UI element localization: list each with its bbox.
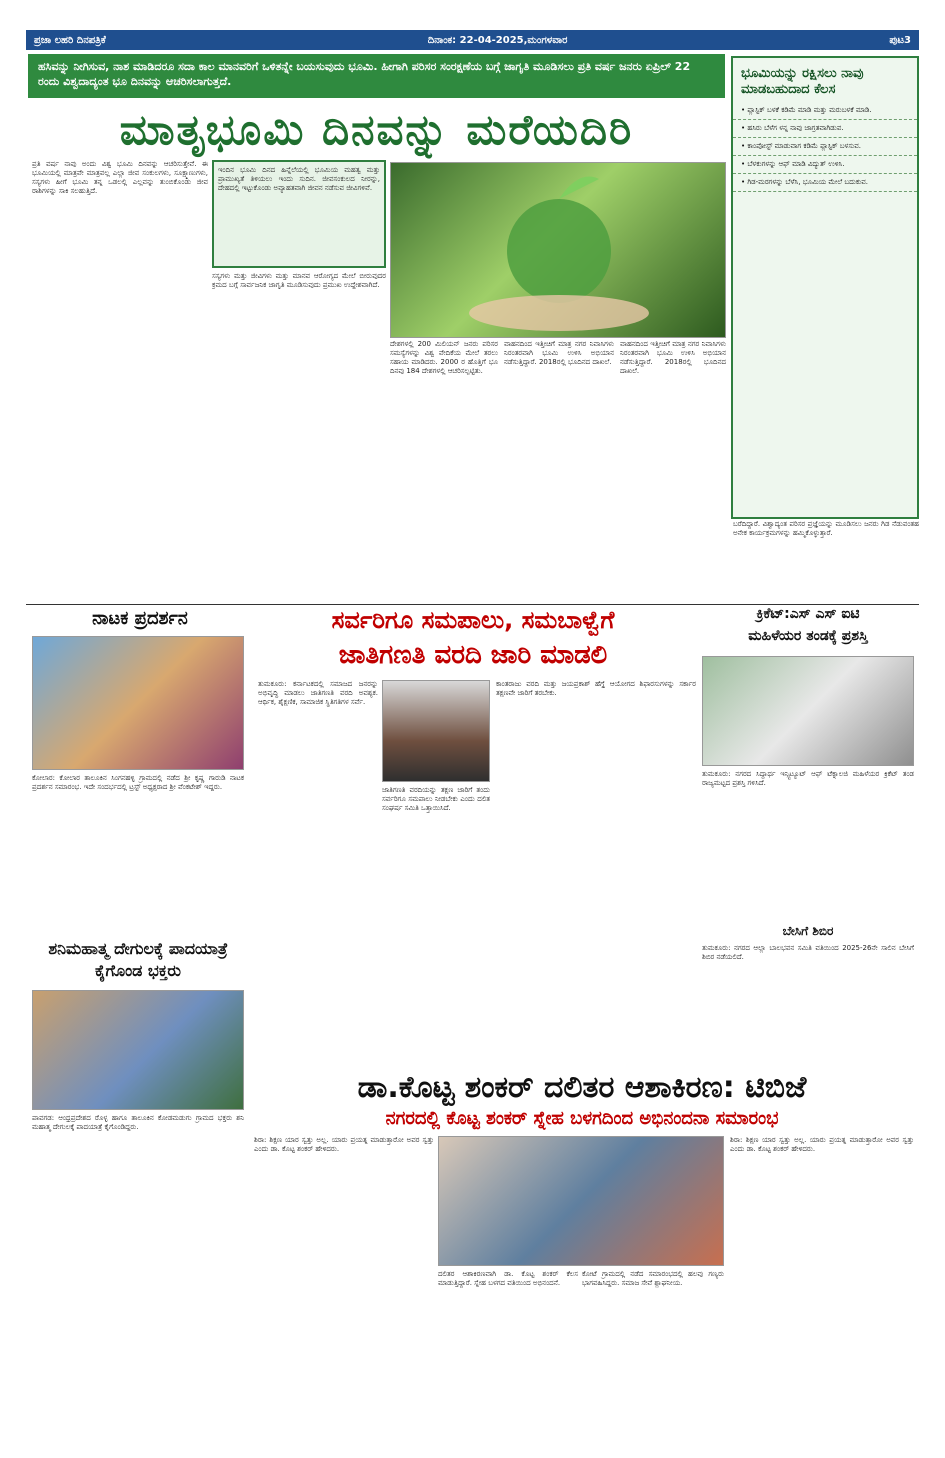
earth-day-headline: ಮಾತೃಭೂಮಿ ದಿನವನ್ನು ಮರೆಯದಿರಿ — [119, 105, 634, 154]
newspaper-name: ಪ್ರಜಾ ಲಹರಿ ದಿನಪತ್ರಿಕೆ — [34, 34, 106, 46]
page-number: ಪುಟ3 — [889, 34, 911, 46]
sidebar-item: • ಹಸಿರು ಬೆಳೆಗ ಳನ್ನ ನಾವು ಜಾಗ್ರತವಾಗಿಡುವ. — [733, 120, 917, 138]
globe-in-hand-icon — [391, 163, 727, 339]
cricket-title-2: ಮಹಿಳೆಯರ ತಂಡಕ್ಕೆ ಪ್ರಶಸ್ತಿ — [748, 628, 868, 644]
felicitation-photo — [438, 1136, 724, 1266]
sidebar-title: ಭೂಮಿಯನ್ನು ರಕ್ಷಿಸಲು ನಾವು ಮಾಡಬಹುದಾದ ಕೆಲಸ — [741, 66, 864, 97]
earth-day-col-4b: ವಾಹನದಿಂದ ಇತ್ತೀಚಿಗೆ ಮಾತ್ರ ನಗರ ನಿವಾಸಿಗಳು ನಿರಂತರವಾಗಿ ಭೂಮಿ ಉಳಿಸಿ ಅಭಿಯಾನ ನಡೆಸುತ್ತಿದ್ದಾರೆ. 2018ರಲ್ಲಿ ಭೂದಿನದ ದಾಖಲೆ. — [620, 340, 726, 375]
drama-title: ನಾಟಕ ಪ್ರದರ್ಶನ — [92, 608, 188, 629]
census-headline-1: ಸರ್ವರಿಗೂ ಸಮಪಾಲು, ಸಮಬಾಳ್ವೆಗೆ — [331, 606, 615, 634]
shani-temple-title: ಶನಿಮಹಾತ್ಮ ದೇಗುಲಕ್ಕೆ ಪಾದಯಾತ್ರೆ ಕೈಗೊಂಡ ಭಕ್ತರು — [48, 939, 228, 980]
earth-day-col-3: ದೇಶಗಳಲ್ಲಿ 200 ಮಿಲಿಯನ್ ಜನರು ಪರಿಸರ ಸಮಸ್ಯೆಗಳನ್ನು ವಿಶ್ವ ವೇದಿಕೆಯ ಮೇಲೆ ತರಲು ಸಹಾಯ ಮಾಡಿದರು. 2000 ರ ಹೊತ್ತಿಗೆ ಭೂ ದಿನವು 184 ದೇಶಗಳಲ್ಲಿ ಆಚರಿಸಲ್ಪಟ್ಟಿತು. — [390, 340, 498, 375]
page-date: ದಿನಾಂಕ: 22-04-2025,ಮಂಗಳವಾರ — [427, 34, 568, 46]
cricket-team-photo — [702, 656, 914, 766]
shani-temple-text: ಪಾವಗಡ: ಆಂಧ್ರಪ್ರದೇಶದ ರೊಳ್ಳ ಹಾಗೂ ತಾಲೂಕಿನ ಕೋಡಮಡುಗು ಗ್ರಾಮದ ಭಕ್ತರು ಶನಿ ಮಹಾತ್ಮ ದೇಗುಲಕ್ಕೆ ಪಾದಯಾತ್ರೆ ಕೈಗೊಂಡಿದ್ದರು. — [32, 1114, 244, 1131]
summer-camp-title: ಬೇಸಿಗೆ ಶಿಬಿರ — [782, 924, 834, 938]
sidebar-item: • ಗಿಡ-ಮರಗಳನ್ನು ಬೆಳೆಸಿ, ಭೂಮಿಯ ಮೇಲೆ ಬದುಕುವ. — [733, 174, 917, 192]
cricket-text: ತುಮಕೂರು: ನಗರದ ಸಿದ್ದಾರ್ಥ ಇನ್ಸ್ಟಿಟ್ಯೂಟ್ ಆಫ್ ಟೆಕ್ನಾಲಜಿ ಮಹಿಳೆಯರ ಕ್ರಿಕೆಟ್ ತಂಡ ರಾಜ್ಯಮಟ್ಟದ ಪ್ರಶಸ್ತಿ ಗಳಿಸಿದೆ. — [702, 770, 914, 787]
kotta-col-1: ಶಿರಾ: ಶಿಕ್ಷಣ ಯಾರ ಸ್ವತ್ತು ಅಲ್ಲ. ಯಾರು ಪ್ರಯತ್ನ ಮಾಡುತ್ತಾರೋ ಅವರ ಸ್ವತ್ತು ಎಂದು ಡಾ. ಕೊಟ್ಟ ಶಂಕರ್ ಹೇಳಿದರು. — [254, 1136, 434, 1153]
census-col-1: ತುಮಕೂರು: ಕರ್ನಾಟಕದಲ್ಲಿ ಸಮಾಜದ ಜನರನ್ನು ಅಭಿವೃದ್ಧಿ ಮಾಡಲು ಜಾತಿಗಣತಿ ವರದಿ ಅವಶ್ಯಕ. ಆರ್ಥಿಕ, ಶೈಕ್ಷಣಿಕ, ಸಾಮಾಜಿಕ ಸ್ಥಿತಿಗತಿಗಳ ಸರ್ವೆ. — [258, 680, 378, 706]
sidebar-item: • ಬೆಳಕುಗಳನ್ನು ಆಫ್ ಮಾಡಿ ವಿದ್ಯುತ್ ಉಳಿಸಿ. — [733, 156, 917, 174]
drama-text: ಕೋಲಾರ: ಕೋಲಾರ ತಾಲೂಕಿನ ಸಿಂಗನಹಳ್ಳಿ ಗ್ರಾಮದಲ್ಲಿ ನಡೆದ ಶ್ರೀ ಕೃಷ್ಣ ಗಾರುಡಿ ನಾಟಕ ಪ್ರದರ್ಶನ ಸಮಾರಂಭ. ಇದೇ ಸಂದರ್ಭದಲ್ಲಿ ಟ್ರಸ್ಟ್ ಅಧ್ಯಕ್ಷರಾದ ಶ್ರೀ ವೆಂಕಟೇಶ್ ಇದ್ದರು. — [32, 774, 244, 791]
earth-day-col-4: ವಾಹನದಿಂದ ಇತ್ತೀಚಿಗೆ ಮಾತ್ರ ನಗರ ನಿವಾಸಿಗಳು ನಿರಂತರವಾಗಿ ಭೂಮಿ ಉಳಿಸಿ ಅಭಿಯಾನ ನಡೆಸುತ್ತಿದ್ದಾರೆ. 2018ರಲ್ಲಿ ಭೂದಿನದ ದಾಖಲೆ. — [504, 340, 614, 366]
kotta-subheadline: ನಗರದಲ್ಲಿ ಕೊಟ್ಟ ಶಂಕರ್ ಸ್ನೇಹ ಬಳಗದಿಂದ ಅಭಿನಂದನಾ ಸಮಾರಂಭ — [385, 1108, 779, 1129]
earth-globe-photo — [390, 162, 726, 338]
section-divider — [26, 604, 919, 605]
earth-day-col-5: ಬರೆದಿದ್ದಾರೆ. ವಿಶ್ವಾದ್ಯಂತ ಪರಿಸರ ಪ್ರಜ್ಞೆಯನ್ನು ಮೂಡಿಸಲು ಜನರು ಗಿಡ ನೆಡುವಂತಹ ಅನೇಕ ಕಾರ್ಯಕ್ರಮಗಳನ್ನು ಹಮ್ಮಿಕೊಳ್ಳುತ್ತಾರೆ. — [733, 520, 919, 537]
census-col-3: ಕಾಂತರಾಜು ವರದಿ ಮತ್ತು ಜಯಪ್ರಕಾಶ್ ಹೆಗ್ಡೆ ಆಯೋಗದ ಶಿಫಾರಸುಗಳನ್ನು ಸರ್ಕಾರ ತಕ್ಷಣವೇ ಜಾರಿಗೆ ತರಬೇಕು. — [496, 680, 696, 697]
sidebar-item: • ಕಾಂಪೋಸ್ಟ್ ಮಾಡುವಾಗ ಕಡಿಮೆ ಪ್ಲಾಸ್ಟಿಕ್ ಬಳಸುವ. — [733, 138, 917, 156]
earth-day-banner: ಹಸಿವನ್ನು ನೀಗಿಸುವ, ನಾಶ ಮಾಡಿದರೂ ಸದಾ ಕಾಲ ಮಾನವರಿಗೆ ಒಳಿತನ್ನೇ ಬಯಸುವುದು ಭೂಮಿ. ಹೀಗಾಗಿ ಪರಿಸರ ಸಂರಕ್ಷಣೆಯ ಬಗ್ಗೆ ಜಾಗೃತಿ ಮೂಡಿಸಲು ಪ್ರತಿ ವರ್ಷ ಜನರು ಏಪ್ರಿಲ್ 22 ರಂದು ವಿಶ್ವದಾದ್ಯಂತ ಭೂ ದಿನವನ್ನು ಆಚರಿಸಲಾಗುತ್ತದೆ. — [28, 54, 725, 98]
cricket-title-1: ಕ್ರಿಕೆಟ್:ಎಸ್ ಎಸ್ ಐಟಿ — [756, 606, 860, 622]
earth-day-col-1: ಪ್ರತಿ ವರ್ಷ ನಾವು ಅಂದು ವಿಶ್ವ ಭೂಮಿ ದಿನವನ್ನು ಆಚರಿಸುತ್ತೇವೆ. ಈ ಭೂಮಿಯಲ್ಲಿ ಮಾತ್ರವೇ ಮಾತ್ರವಲ್ಲ ಎಲ್ಲಾ ಜೀವ ಸಂಕುಲಗಳು, ಸೂಕ್ಷ್ಮಾಣುಗಳು, ಸಸ್ಯಗಳು ಹೀಗೆ ಭೂಮಿ ತನ್ನ ಒಡಲಲ್ಲಿ ಎಲ್ಲವನ್ನು ತುಂಬಿಕೊಂಡು ಜೀವ ರಾಶಿಗಳನ್ನು ಸಾಕಿ ಸಲಹುತ್ತಿದೆ. — [32, 160, 208, 195]
pilgrimage-photo — [32, 990, 244, 1110]
kotta-col-4: ಶಿರಾ: ಶಿಕ್ಷಣ ಯಾರ ಸ್ವತ್ತು ಅಲ್ಲ. ಯಾರು ಪ್ರಯತ್ನ ಮಾಡುತ್ತಾರೋ ಅವರ ಸ್ವತ್ತು ಎಂದು ಡಾ. ಕೊಟ್ಟ ಶಂಕರ್ ಹೇಳಿದರು. — [730, 1136, 914, 1153]
earth-protection-sidebar — [731, 56, 919, 519]
drama-photo — [32, 636, 244, 770]
kotta-col-2: ದಲಿತರ ಆಶಾಕಿರಣವಾಗಿ ಡಾ. ಕೊಟ್ಟ ಶಂಕರ್ ಕೆಲಸ ಮಾಡುತ್ತಿದ್ದಾರೆ. ಸ್ನೇಹ ಬಳಗದ ವತಿಯಿಂದ ಅಭಿನಂದನೆ. — [438, 1270, 578, 1287]
activist-portrait-photo — [382, 680, 490, 782]
kotta-col-3: ಕೋಟೆ ಗ್ರಾಮದಲ್ಲಿ ನಡೆದ ಸಮಾರಂಭದಲ್ಲಿ ಹಲವು ಗಣ್ಯರು ಭಾಗವಹಿಸಿದ್ದರು. ಸಮಾಜ ಸೇವೆ ಶ್ಲಾಘನೀಯ. — [582, 1270, 724, 1287]
summer-camp-text: ತುಮಕೂರು: ನಗರದ ಆಲ್ಲಾ ಬಾಲಭವನ ಸಮಿತಿ ವತಿಯಿಂದ 2025-26ನೇ ಸಾಲಿನ ಬೇಸಿಗೆ ಶಿಬಿರ ನಡೆಯಲಿದೆ. — [702, 944, 914, 961]
census-headline-2: ಜಾತಿಗಣತಿ ವರದಿ ಜಾರಿ ಮಾಡಲಿ — [338, 640, 608, 670]
kotta-headline: ಡಾ.ಕೊಟ್ಟ ಶಂಕರ್ ದಲಿತರ ಆಶಾಕಿರಣ: ಟಿಬಿಜೆ — [357, 1070, 807, 1105]
census-col-2: ಜಾತಿಗಣತಿ ವರದಿಯನ್ನು ತಕ್ಷಣ ಜಾರಿಗೆ ತಂದು ಸರ್ವರಿಗೂ ಸಮಪಾಲು ನೀಡಬೇಕು ಎಂದು ದಲಿತ ಸಂಘರ್ಷ ಸಮಿತಿ ಒತ್ತಾಯಿಸಿದೆ. — [382, 786, 490, 812]
page-header — [26, 30, 919, 50]
earth-day-col-2: ಇಂದಿನ ಭೂಮಿ ದಿನದ ಹಿನ್ನೆಲೆಯಲ್ಲಿ ಭೂಮಿಯ ಮಹತ್ವ ಮತ್ತು ಪ್ರಾಮುಖ್ಯತೆ ತಿಳಿಯಲು ಇಂದು ಸುದಿನ. ಜೀವಸಂಕುಲದ ನೀರನ್ನು, ದೇಹದಲ್ಲಿ ಇಟ್ಟುಕೊಂಡು ಅವ್ಯಾಹತವಾಗಿ ಜೀವನ ನಡೆಸುವ ಜೀವಿಗಳಿವೆ. — [212, 160, 386, 268]
sidebar-item: • ಪ್ಲಾಸ್ಟಿಕ್ ಬಳಕೆ ಕಡಿಮೆ ಮಾಡಿ ಮತ್ತು ಮರುಬಳಕೆ ಮಾಡಿ. — [733, 102, 917, 120]
earth-day-col-2b: ಸಸ್ಯಗಳು ಮತ್ತು ಜೀವಿಗಳು ಮತ್ತು ಮಾನವ ಆರೋಗ್ಯದ ಮೇಲೆ ಬೀರುವುದರ ಕ್ರಮದ ಬಗ್ಗೆ ಸಾರ್ವಜನಿಕ ಜಾಗೃತಿ ಮೂಡಿಸುವುದು ಪ್ರಮುಖ ಉದ್ದೇಶವಾಗಿದೆ. — [212, 272, 386, 289]
